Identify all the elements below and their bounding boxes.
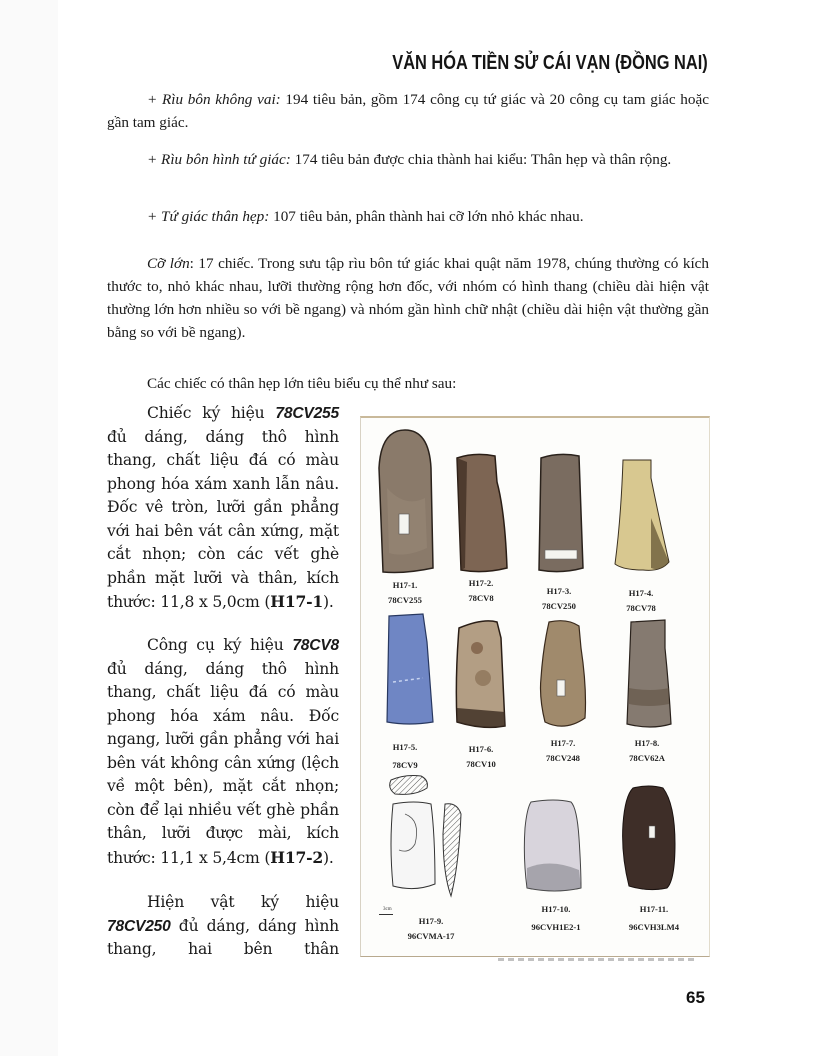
artifact-image-h17-10 <box>521 798 585 894</box>
caption-figure-number: H17-10. <box>541 904 571 914</box>
caption-figure-number: H17-7. <box>550 738 576 748</box>
term: Cỡ lớn <box>147 255 190 272</box>
figure-caption-h17-1 <box>365 578 445 608</box>
figure-caption-h17-3 <box>519 584 599 614</box>
artifact-shape <box>387 614 433 724</box>
paragraph-text: 107 tiêu bản, phân thành hai cỡ lớn nhỏ khác nhau. <box>269 208 584 225</box>
figure-caption-h17-6 <box>441 742 521 772</box>
caption-figure-number: H17-9. <box>418 916 444 926</box>
label-tag <box>649 826 655 838</box>
figure-caption-h17-5 <box>365 740 445 773</box>
caption-artifact-code: 96CVH1E2-1 <box>531 922 581 932</box>
paragraph-intro-list <box>107 372 709 395</box>
text-before: Chiếc ký hiệu <box>147 404 276 422</box>
figure-caption-h17-9 <box>391 914 471 944</box>
figure-caption-h17-2 <box>441 576 521 606</box>
artifact-shape <box>627 620 671 727</box>
paragraph-text: : 17 chiếc. Trong sưu tập rìu bôn tứ giác khai quật năm 1978, chúng thường có kích thước to, nhỏ khác nhau, lưỡi thường rộng hơn đốc, với nhóm có hình thang (chiều dài hiện vật thường lớn hơn nhiều so với bề ngang) và nhóm gần hình chữ nhật (chiều dài hiện vật thường gần bằng so với bề ngang). <box>107 255 710 341</box>
caption-artifact-code: 78CV250 <box>542 601 576 611</box>
term: + Rìu bôn không vai: <box>147 91 281 108</box>
paragraph-text: đủ dáng, dáng thô hình thang, chất liệu đá có màu phong hóa xám nâu. Đốc ngang, lưỡi gần phẳng với hai bên vát không cân xứng (lệch về một bên), mặt cắt nhọn; còn để lại nhiều vết ghè phần thân, lưỡi được mài, kích thước: 11,1 x 5,4cm ( <box>107 659 339 867</box>
paragraph-riu-bon-khong-vai <box>107 88 709 134</box>
running-head: VĂN HÓA TIỀN SỬ CÁI VẠN (ĐỒNG NAI) <box>392 52 708 74</box>
artifact-shape <box>541 621 586 727</box>
caption-artifact-code: 78CV62A <box>629 753 665 763</box>
figure-caption-h17-4 <box>601 586 681 616</box>
caption-artifact-code: 78CV8 <box>468 593 494 603</box>
artifact-image-h17-2 <box>453 452 509 574</box>
faded-scan-marks <box>498 958 698 961</box>
caption-figure-number: H17-5. <box>392 742 418 752</box>
paragraph-tu-giac-than-hep <box>107 205 709 228</box>
paragraph-78cv8 <box>107 634 339 870</box>
scale-bar-label: 3cm <box>383 907 392 912</box>
caption-figure-number: H17-11. <box>639 904 669 914</box>
artifact-code: 78CV8 <box>292 637 339 654</box>
caption-figure-number: H17-3. <box>546 586 572 596</box>
figure-caption-h17-7 <box>523 736 603 766</box>
caption-figure-number: H17-8. <box>634 738 660 748</box>
figure-ref: H17-2 <box>270 847 324 867</box>
artifact-outline <box>391 802 435 889</box>
label-tag <box>545 550 577 559</box>
figure-caption-h17-11 <box>609 902 699 935</box>
artifact-image-h17-6 <box>453 618 509 730</box>
artifact-code: 78CV255 <box>275 405 339 422</box>
paragraph-text: Các chiếc có thân hẹp lớn tiêu biểu cụ thể như sau: <box>147 375 457 392</box>
artifact-image-h17-4 <box>611 458 673 574</box>
caption-figure-number: H17-1. <box>392 580 418 590</box>
artifact-image-h17-11 <box>619 784 679 892</box>
paragraph-78cv250 <box>107 891 339 962</box>
paragraph-78cv255 <box>107 402 339 615</box>
caption-artifact-code: 78CV78 <box>626 603 656 613</box>
text-after: ). <box>323 593 334 611</box>
caption-figure-number: H17-6. <box>468 744 494 754</box>
caption-artifact-code: 78CV248 <box>546 753 580 763</box>
artifact-drawing-h17-9 <box>385 774 475 906</box>
cross-section-top <box>390 776 428 795</box>
page-margin-strip <box>0 0 58 1056</box>
artifact-image-h17-8 <box>625 618 673 730</box>
label-tag <box>557 680 565 696</box>
artifact-code: 78CV250 <box>107 917 171 935</box>
caption-artifact-code: 96CVMA-17 <box>407 931 455 941</box>
paragraph-riu-bon-tu-giac <box>107 148 709 171</box>
caption-figure-number: H17-2. <box>468 578 494 588</box>
paragraph-text: 174 tiêu bản được chia thành hai kiểu: Thân hẹp và thân rộng. <box>290 151 672 168</box>
text-before: Công cụ ký hiệu <box>147 636 293 654</box>
artifact-image-h17-1 <box>375 428 435 574</box>
cross-section-side <box>443 804 461 896</box>
artifact-image-h17-3 <box>533 450 587 574</box>
term: + Rìu bôn hình tứ giác: <box>147 151 291 168</box>
figure-ref: H17-1 <box>270 592 324 611</box>
caption-artifact-code: 96CVH3LM4 <box>628 922 680 932</box>
label-tag <box>399 514 409 534</box>
caption-artifact-code: 78CV9 <box>392 760 418 770</box>
caption-figure-number: H17-4. <box>628 588 654 598</box>
caption-artifact-code: 78CV255 <box>388 595 422 605</box>
paragraph-text: đủ dáng, dáng thô hình thang, chất liệu đá có màu phong hóa xám xanh lẫn nâu. Đốc vê tròn, lưỡi gần phẳng với hai bên vát cân xứng, mặt cắt nhọn; còn các vết ghè phần mặt lưỡi và thân, kích thước: 11,8 x 5,0cm ( <box>107 427 339 611</box>
artifact-image-h17-7 <box>537 618 589 730</box>
paragraph-co-lon <box>107 252 709 344</box>
figure-caption-h17-8 <box>607 736 687 766</box>
artifact-image-h17-5 <box>383 612 435 728</box>
paragraph-text: 194 tiêu bản, gồm 174 công cụ tứ giác và 20 công cụ tam giác hoặc gần tam giác. <box>107 91 709 131</box>
text-before: Hiện vật ký hiệu <box>147 893 339 911</box>
term: + Tứ giác thân hẹp: <box>147 208 270 225</box>
artifact-figure-plate <box>360 416 710 957</box>
caption-artifact-code: 78CV10 <box>466 759 496 769</box>
paragraph-text: đủ dáng, dáng hình thang, hai bên thân <box>107 916 339 958</box>
figure-caption-h17-10 <box>511 902 601 935</box>
page-number: 65 <box>686 988 705 1007</box>
text-after: ). <box>323 848 334 867</box>
